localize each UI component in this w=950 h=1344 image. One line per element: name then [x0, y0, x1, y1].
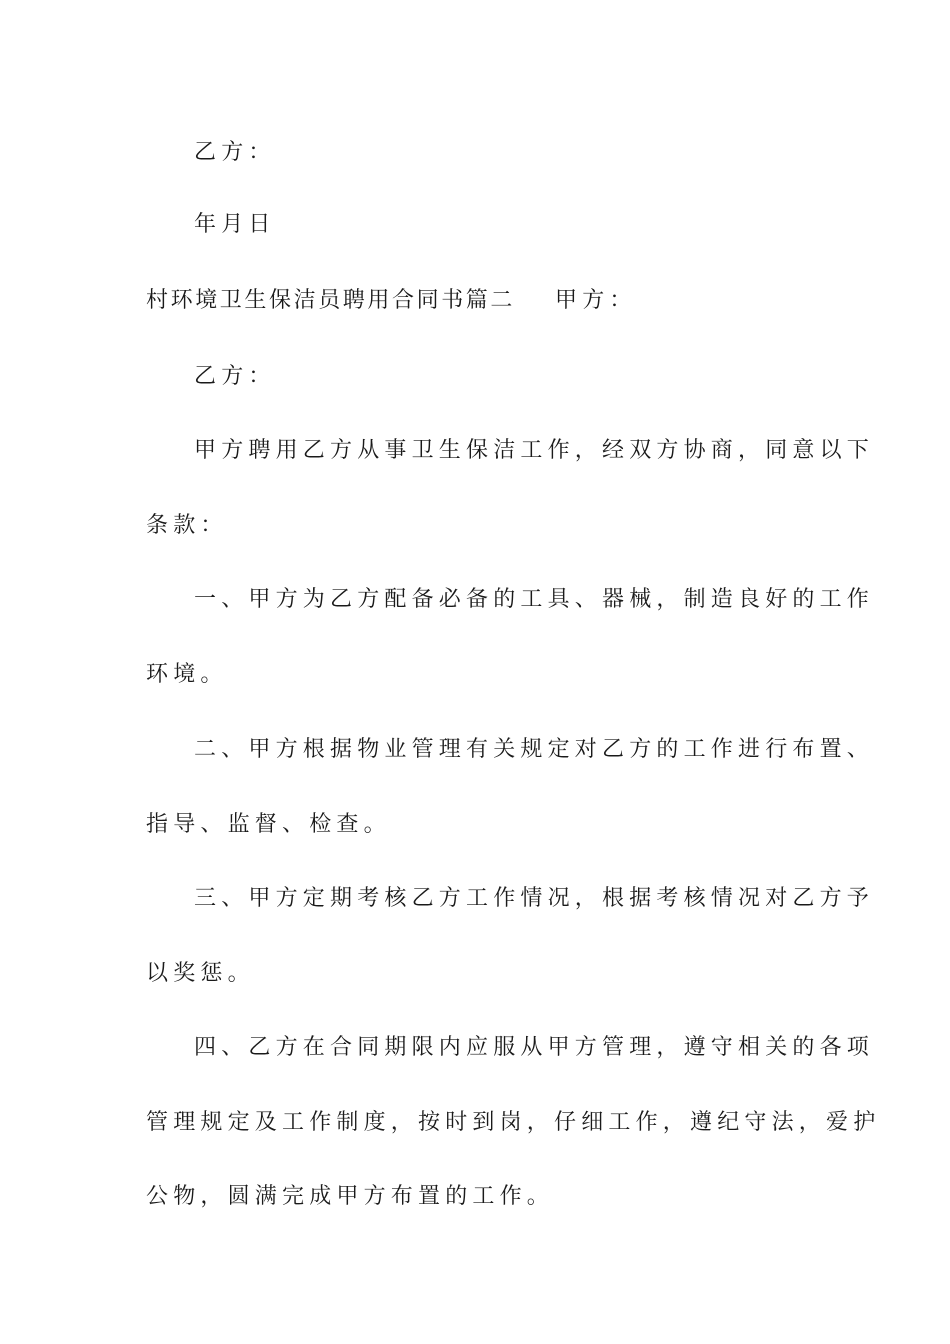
paragraph-intro-line-2: 条款： — [146, 513, 228, 538]
clause-4-line-3: 公物，圆满完成甲方布置的工作。 — [146, 1184, 555, 1209]
paragraph-intro-line-1: 甲方聘用乙方从事卫生保洁工作，经双方协商，同意以下 — [194, 438, 875, 463]
party-a-label: 甲方： — [555, 288, 637, 313]
clause-2-line-1: 二、甲方根据物业管理有关规定对乙方的工作进行布置、 — [194, 737, 875, 762]
clause-3-line-2: 以奖惩。 — [146, 961, 255, 986]
party-b-label: 乙方： — [194, 140, 276, 165]
section-title: 村环境卫生保洁员聘用合同书篇二 — [146, 288, 516, 313]
clause-2-line-2: 指导、监督、检查。 — [146, 812, 391, 837]
clause-1-line-1: 一、甲方为乙方配备必备的工具、器械，制造良好的工作 — [194, 587, 875, 612]
clause-4-line-1: 四、乙方在合同期限内应服从甲方管理，遵守相关的各项 — [194, 1035, 875, 1060]
date-line: 年月日 — [194, 212, 276, 237]
clause-3-line-1: 三、甲方定期考核乙方工作情况，根据考核情况对乙方予 — [194, 886, 875, 911]
party-b-label-2: 乙方： — [194, 364, 276, 389]
clause-1-line-2: 环境。 — [146, 662, 228, 687]
clause-4-line-2: 管理规定及工作制度，按时到岗，仔细工作，遵纪守法，爱护 — [146, 1110, 881, 1135]
